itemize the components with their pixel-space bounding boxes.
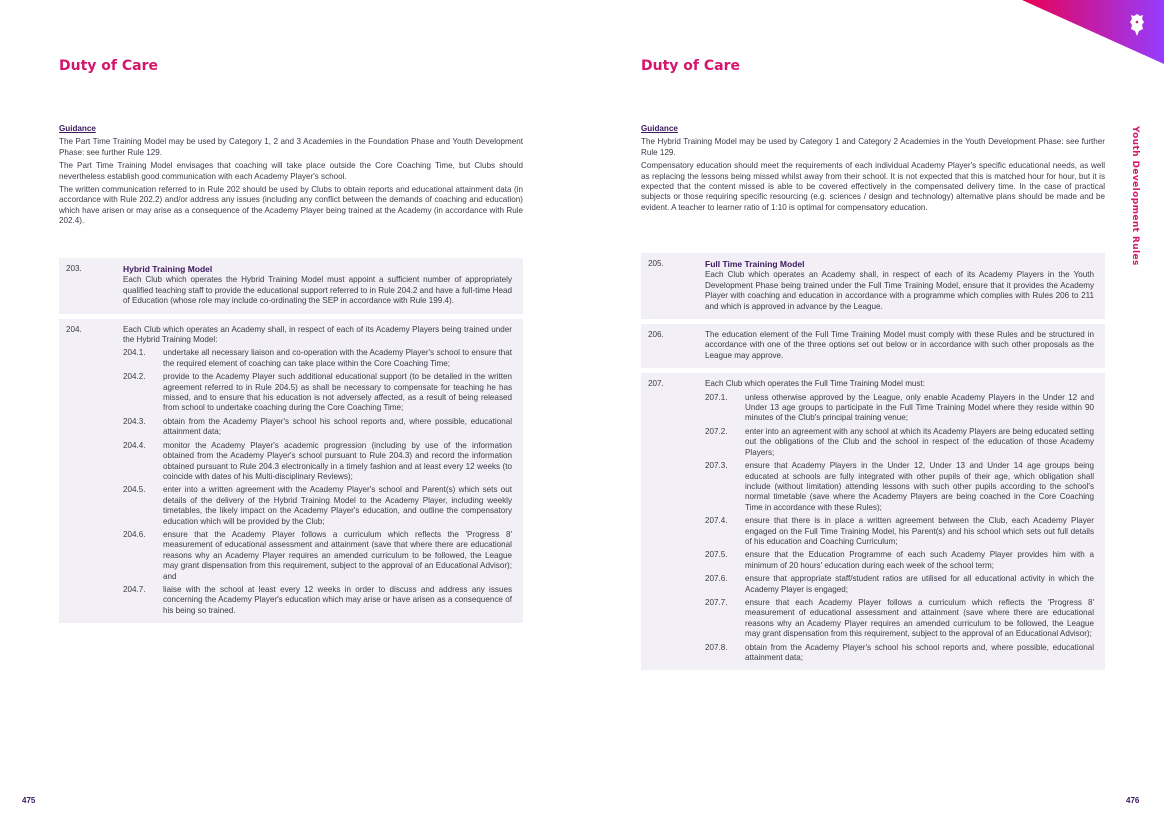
sub-rule-number: 204.6. xyxy=(123,529,146,539)
sub-rule xyxy=(123,530,512,582)
guidance-paragraph: Compensatory education should meet the requirements of each individual Academy Player's specific educational needs, as well as replacing the lessons being missed whilst away from their school. It is not expected that this is matched hour for hour, but it is expected that the content missed is able to be covered effectively in the compensated delivery time. In the case of practical subjects or those requiring specific resourcing (e.g. sciences / design and technology) alternative plans should be made and be evident. A teacher to learner ratio of 1:10 is optimal for compensatory education. xyxy=(641,161,1105,212)
sub-rule xyxy=(123,441,512,483)
page-number: 476 xyxy=(1126,796,1140,805)
rule-number: 205. xyxy=(648,259,664,268)
guidance-paragraph: The written communication referred to in Rule 202 should be used by Clubs to obtain reports and educational attainment data (in accordance with Rule 202.2) and/or address any issues (including any conflict between the demands of coaching and education) which have arisen or may arise as a consequence of the Academy Player being trained at the Academy (in accordance with Rule 202.4). xyxy=(59,185,523,226)
guidance-section xyxy=(641,124,1105,216)
rule-204 xyxy=(59,319,523,624)
sub-rule-text: ensure that there is in place a written agreement between the Club, each Academy Player engaged on the Full Time Training Model, his Parent(s) and his school which sets out full details of his education and Coaching Curriculum; xyxy=(745,516,1094,546)
sub-rule-number: 207.1. xyxy=(705,392,728,402)
rule-text: Each Club which operates the Full Time Training Model must: xyxy=(705,379,925,389)
sub-rule-number: 204.1. xyxy=(123,348,146,358)
sub-rule-number: 207.7. xyxy=(705,597,728,607)
rule-number: 206. xyxy=(648,330,664,340)
sub-rule-text: ensure that each Academy Player follows a curriculum which reflects the 'Progress 8' measurement of educational assessment and attainment (save where there are educational reasons why an Academy Player requires an amended curriculum to be followed, the League may grant dispensation from this requirement, subject to the approval of an Educational Advisor); xyxy=(745,597,1094,639)
rule-number: 207. xyxy=(648,379,664,389)
corner-stripe xyxy=(1010,0,1164,70)
sub-rule-number: 207.6. xyxy=(705,574,728,584)
rule-207 xyxy=(641,373,1105,670)
guidance-heading: Guidance xyxy=(59,124,96,133)
guidance-paragraph: The Part Time Training Model may be used by Category 1, 2 and 3 Academies in the Foundation Phase and Youth Development Phase: see further Rule 129. xyxy=(59,137,523,157)
guidance-heading: Guidance xyxy=(641,124,678,133)
rule-text: Each Club which operates an Academy shall, in respect of each of its Academy Players in the Youth Development Phase being trained under the Full Time Training Model, ensure that it provides the Academy Player with coaching and education in accordance with a programme which complies with Rules 206 to 211 and which is approved in advance by the League. xyxy=(705,270,1094,311)
sub-rule xyxy=(705,574,1094,595)
page-title: Duty of Care xyxy=(59,58,158,74)
rule-text: The education element of the Full Time Training Model must comply with these Rules and be structured in accordance with one of the three options set out below or in accordance with such other proposals as the League may approve. xyxy=(705,330,1094,360)
sub-rule xyxy=(705,598,1094,640)
sub-rule-text: obtain from the Academy Player's school his school reports and, where possible, educational attainment data; xyxy=(163,416,512,437)
sub-rule xyxy=(123,417,512,438)
sub-rule-number: 207.4. xyxy=(705,516,728,526)
rule-203 xyxy=(59,258,523,314)
sub-rule-text: unless otherwise approved by the League, only enable Academy Players in the Under 12 and Under 13 age groups to participate in the Full Time Training Model where they reside within 90 minutes of the Club's principal training venue; xyxy=(745,392,1094,423)
sub-rule xyxy=(123,372,512,414)
right-page xyxy=(582,0,1164,825)
page-number: 475 xyxy=(22,796,36,805)
rule-205 xyxy=(641,253,1105,319)
sub-rule-text: monitor the Academy Player's academic progression (including by use of the information obtained from the Academy Player's school pursuant to Rule 204.3) and record the information obtained pursuant to Rule 204.3 electronically in a timely fashion and at least every 12 weeks (to coincide with dates of his Multi-disciplinary Reviews); xyxy=(163,440,512,481)
guidance-paragraph: The Part Time Training Model envisages that coaching will take place outside the Core Coaching Time, but Clubs should nevertheless establish good communication with each Academy Player's school. xyxy=(59,161,523,181)
sub-rule-text: ensure that the Education Programme of each such Academy Player provides him with a minimum of 20 hours' education during each week of the school term; xyxy=(745,550,1094,570)
rules-list xyxy=(641,253,1105,675)
sub-rule xyxy=(705,427,1094,458)
sub-rule-text: provide to the Academy Player such additional educational support (to be detailed in the written agreement referred to in Rule 204.5) as shall be necessary to compensate for teaching he has missed, and to ensure that his education is not adversely affected, as a result of being released from school to undertake coaching during the Core Coaching Time; xyxy=(163,372,512,413)
sub-rule-text: ensure that appropriate staff/student ratios are utilised for all educational activity in which the Academy Player is engaged; xyxy=(745,574,1094,594)
sub-rule-text: ensure that Academy Players in the Under 12, Under 13 and Under 14 age groups being educated at schools are fully integrated with other pupils of their age, which obligation shall include (without limitation) attending lessons with such other pupils according to the school's normal timetable (save where the Academy Players are being coached in the Core Coaching Time in accordance with these Rules); xyxy=(745,461,1094,512)
guidance-paragraph: The Hybrid Training Model may be used by Category 1 and Category 2 Academies in the Youth Development Phase: see further Rule 129. xyxy=(641,137,1105,157)
sub-rule xyxy=(705,516,1094,547)
rule-number: 204. xyxy=(66,324,82,334)
rule-title: Full Time Training Model xyxy=(705,259,805,269)
rule-text: Each Club which operates an Academy shall, in respect of each of its Academy Players being trained under the Hybrid Training Model: xyxy=(123,324,512,345)
sub-rule-number: 204.2. xyxy=(123,372,146,382)
rules-list xyxy=(59,258,523,628)
sub-rule-text: enter into a written agreement with the Academy Player's school and Parent(s) which sets out details of the delivery of the Hybrid Training Model to the Academy Player, including weekly timetables, the likely impact on the Academy Player's education, and outline the compensatory education which will be provided by the Club; xyxy=(163,485,512,526)
sub-rule-number: 207.2. xyxy=(705,426,728,436)
sub-rule-number: 207.8. xyxy=(705,642,728,652)
sub-rule-text: liaise with the school at least every 12 weeks in order to discuss and address any issues concerning the Academy Player's education which may arise or have arisen as a consequence of his being so trained. xyxy=(163,584,512,615)
rule-text: Each Club which operates the Hybrid Training Model must appoint a sufficient number of appropriately qualified teaching staff to provide the educational support referred to in Rule 204.2 and have a full-time Head of Education (whose role may include co-ordinating the SEP in accordance with Rule 199.4). xyxy=(123,275,512,306)
sub-rule xyxy=(705,550,1094,571)
guidance-section xyxy=(59,124,523,230)
sub-rule-number: 207.5. xyxy=(705,550,728,560)
rule-number: 203. xyxy=(66,264,82,273)
sub-rule xyxy=(123,485,512,527)
sub-rule-number: 207.3. xyxy=(705,461,728,471)
sub-rule-text: undertake all necessary liaison and co-operation with the Academy Player's school to ensure that the required element of coaching can take place within the Core Coaching Time; xyxy=(163,348,512,368)
sub-rule xyxy=(705,393,1094,424)
section-side-label: Youth Development Rules xyxy=(1130,126,1140,266)
sub-rule-text: obtain from the Academy Player's school his school reports and, where possible, educational attainment data; xyxy=(745,642,1094,662)
page-title: Duty of Care xyxy=(641,58,740,74)
sub-rule-number: 204.7. xyxy=(123,584,146,594)
sub-rule xyxy=(705,643,1094,664)
rule-title: Hybrid Training Model xyxy=(123,264,213,274)
sub-rule xyxy=(123,585,512,616)
rule-206 xyxy=(641,324,1105,368)
sub-rule xyxy=(123,348,512,369)
sub-rule xyxy=(705,461,1094,513)
sub-rule-number: 204.5. xyxy=(123,485,146,495)
sub-rule-text: ensure that the Academy Player follows a curriculum which reflects the 'Progress 8' measurement of educational assessment and attainment (save that where there are educational reasons why an Academy Player requires an amended curriculum to be followed, the League may grant dispensation from this requirement, subject to the approval of an Educational Advisor); and xyxy=(163,529,512,581)
sub-rule-number: 204.4. xyxy=(123,440,146,450)
sub-rule-number: 204.3. xyxy=(123,416,146,426)
sub-rule-text: enter into an agreement with any school at which its Academy Players are being educated setting out the obligations of the Club and the school in respect of the education of those Academy Players; xyxy=(745,426,1094,457)
